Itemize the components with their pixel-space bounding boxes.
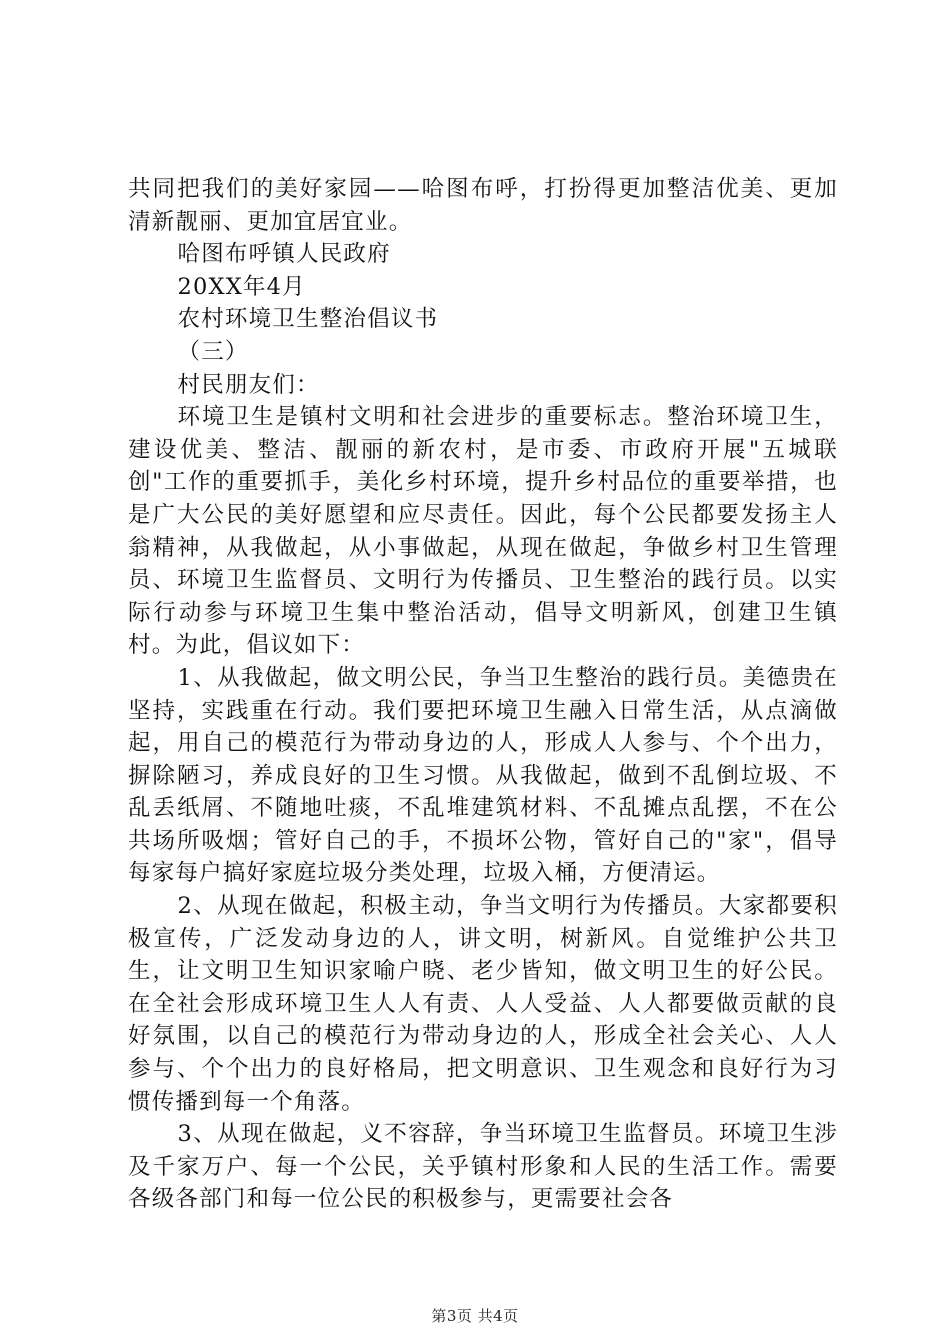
paragraph-item-1: 1、从我做起，做文明公民，争当卫生整治的践行员。美德贵在坚持，实践重在行动。我们要把环境卫生融入日常生活，从点滴做起，用自己的模范行为带动身边的人，形成人人参与、个个出力，摒除陋习，养成良好的卫生习惯。从我做起，做到不乱倒垃圾、不乱丢纸屑、不随地吐痰，不乱堆建筑材料、不乱摊点乱摆，不在公共场所吸烟；管好自己的手，不损坏公物，管好自己的"家"，倡导每家每户搞好家庭垃圾分类处理，垃圾入桶，方便清运。: [128, 664, 838, 887]
page-footer: [0, 1305, 950, 1326]
document-body: [128, 173, 838, 1216]
paragraph-item-3: 3、从现在做起，义不容辞，争当环境卫生监督员。环境卫生涉及千家万户、每一个公民，关乎镇村形象和人民的生活工作。需要各级各部门和每一位公民的积极参与，更需要社会各: [128, 1121, 838, 1213]
salutation: 村民朋友们：: [177, 371, 320, 398]
paragraph-intro: 环境卫生是镇村文明和社会进步的重要标志。整治环境卫生，建设优美、整洁、靓丽的新农村，是市委、市政府开展"五城联创"工作的重要抓手，美化乡村环境，提升乡村品位的重要举措，也是广大公民的美好愿望和应尽责任。因此，每个公民都要发扬主人翁精神，从我做起，从小事做起，从现在做起，争做乡村卫生管理员、环境卫生监督员、文明行为传播员、卫生整治的践行员。以实际行动参与环境卫生集中整治活动，倡导文明新风，创建卫生镇村。为此，倡议如下：: [128, 404, 838, 659]
signature-date: 20XX年4月: [177, 273, 306, 300]
document-title: 农村环境卫生整治倡议书: [177, 306, 439, 333]
paragraph-item-2: 2、从现在做起，积极主动，争当文明行为传播员。大家都要积极宣传，广泛发动身边的人，讲文明，树新风。自觉维护公共卫生，让文明卫生知识家喻户晓、老少皆知，做文明卫生的好公民。在全社会形成环境卫生人人有责、人人受益、人人都要做贡献的良好氛围，以自己的模范行为带动身边的人，形成全社会关心、人人参与、个个出力的良好格局，把文明意识、卫生观念和良好行为习惯传播到每一个角落。: [128, 893, 838, 1115]
signature-government: 哈图布呼镇人民政府: [177, 241, 391, 268]
paragraph-closing-line: 共同把我们的美好家园——哈图布呼，打扮得更加整洁优美、更加清新靓丽、更加宜居宜业。: [128, 176, 838, 235]
section-number: （三）: [177, 338, 249, 365]
page-number-label: 第3页 共4页: [431, 1307, 519, 1325]
